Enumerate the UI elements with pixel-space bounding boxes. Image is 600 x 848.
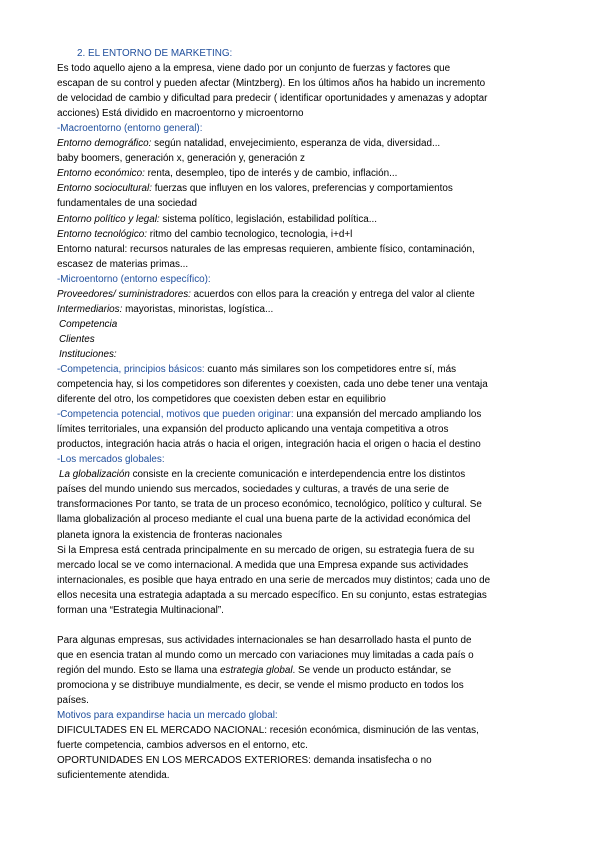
macro-item-demografico [57, 136, 557, 151]
paragraph-line: escapan de su control y pueden afectar (Mintzberg). En los últimos años ha habido un incremento [57, 78, 486, 90]
term: Entorno económico: [57, 168, 148, 180]
macro-item-tecnologico [57, 227, 557, 242]
subheading-inline: -Competencia, principios básicos: [57, 363, 208, 375]
text: . Se vende un producto estándar, se [292, 664, 452, 676]
paragraph-line: países. [57, 694, 89, 706]
micro-item-instituciones: Instituciones: [59, 348, 117, 360]
paragraph-line: productos, integración hacia atrás o hacia el origen, integración hacia el origen o hacia el destino [57, 439, 481, 451]
paragraph-line: Entorno natural: recursos naturales de las empresas requieren, ambiente físico, contaminación, [57, 243, 475, 255]
micro-item-competencia: Competencia [59, 318, 118, 330]
definition: cuanto más similares son los competidores entre sí, más [207, 363, 457, 375]
paragraph-line: planeta ignora la existencia de fronteras nacionales [57, 529, 283, 541]
definition: renta, desempleo, tipo de interés y de cambio, inflación... [147, 168, 398, 180]
paragraph-line: DIFICULTADES EN EL MERCADO NACIONAL: recesión económica, disminución de las ventas, [57, 725, 479, 737]
paragraph-line: que en esencia tratan al mundo como un mercado con variaciones muy limitadas a cada país o [57, 649, 474, 661]
term: La globalización [59, 469, 130, 481]
section-heading: 2. EL ENTORNO DE MARKETING: [77, 48, 233, 59]
micro-item-intermediarios [57, 302, 557, 317]
definition: acuerdos con ellos para la creación y entrega del valor al cliente [193, 288, 475, 300]
term: Entorno demográfico: [57, 138, 155, 150]
global-strategy-line [57, 663, 557, 678]
document-body [57, 46, 557, 783]
paragraph-line: mercado local se ve como internacional. A medida que una Empresa expande sus actividades [57, 559, 469, 571]
paragraph-line: Es todo aquello ajeno a la empresa, viene dado por un conjunto de fuerzas y factores que [57, 63, 451, 75]
paragraph-line: OPORTUNIDADES EN LOS MERCADOS EXTERIORES: demanda insatisfecha o no [57, 755, 432, 767]
paragraph-line: transformaciones Por tanto, se trata de un proceso económico, tecnológico, político y cultural. Se [57, 499, 482, 511]
definition: fuerzas que influyen en los valores, preferencias y comportamientos [154, 183, 453, 195]
subheading-macro: -Macroentorno (entorno general): [57, 123, 203, 135]
definition: ritmo del cambio tecnologico, tecnologia, i+d+l [149, 228, 353, 240]
paragraph-line: acciones) Está dividido en macroentorno y microentorno [57, 108, 304, 120]
macro-item-politico [57, 212, 557, 227]
paragraph-gap [57, 618, 557, 633]
definition: mayoristas, minoristas, logística... [125, 303, 274, 315]
paragraph-line: Para algunas empresas, sus actividades internacionales se han desarrollado hasta el punto de [57, 634, 472, 646]
paragraph-line: ellos necesita una estrategia adaptada a su mercado específico. En su conjunto, estas estrategias [57, 589, 487, 601]
term: Entorno tecnológico: [57, 228, 150, 240]
subheading-motivos: Motivos para expandirse hacia un mercado global: [57, 710, 278, 722]
term: Entorno sociocultural: [57, 183, 155, 195]
term: estrategia global [220, 664, 293, 676]
paragraph-line: de velocidad de cambio y dificultad para predecir ( identificar oportunidades y amenazas y adoptar [57, 93, 488, 105]
definition: sistema político, legislación, estabilidad política... [162, 213, 378, 225]
competencia-potencial [57, 407, 557, 422]
globalizacion-line [57, 467, 557, 482]
definition: según natalidad, envejecimiento, esperanza de vida, diversidad... [154, 138, 441, 150]
text: región del mundo. Esto se llama una [57, 664, 221, 676]
term: Proveedores/ suministradores: [57, 288, 194, 300]
micro-item-proveedores [57, 287, 557, 302]
paragraph-line: promociona y se distribuye mundialmente, es decir, se vende el mismo producto en todos los [57, 679, 464, 691]
paragraph-line: fuerte competencia, cambios adversos en el entorno, etc. [57, 740, 308, 752]
competencia-principios [57, 362, 557, 377]
paragraph-line: fundamentales de una sociedad [57, 198, 198, 210]
paragraph-line: forman una “Estrategia Multinacional”. [57, 604, 224, 616]
paragraph-line: suficientemente atendida. [57, 770, 170, 782]
macro-item-sociocultural [57, 181, 557, 196]
paragraph-line: baby boomers, generación x, generación y, generación z [57, 153, 305, 165]
paragraph-line: escasez de materias primas... [57, 258, 189, 270]
paragraph-line: internacionales, es posible que haya entrado en una serie de mercados muy distintos; cada uno de [57, 574, 491, 586]
paragraph-line: Si la Empresa está centrada principalmente en su mercado de origen, su estrategia fuera de su [57, 544, 475, 556]
paragraph-line: diferente del otro, los competidores que coexisten deben estar en equilibrio [57, 394, 386, 406]
paragraph-line: llama globalización al proceso mediante el cual una buena parte de la actividad económica del [57, 514, 471, 526]
definition: una expansión del mercado ampliando los [296, 409, 482, 421]
paragraph-line: límites territoriales, una expansión del producto aplicando una ventaja competitiva a otros [57, 424, 449, 436]
paragraph-line: competencia hay, si los competidores son diferentes y coexisten, cada uno debe tener una ventaja [57, 379, 488, 391]
paragraph-line: países del mundo uniendo sus mercados, sociedades y culturas, a través de una serie de [57, 484, 449, 496]
subheading-micro: -Microentorno (entorno específico): [57, 273, 211, 285]
micro-item-clientes: Clientes [59, 333, 95, 345]
macro-item-economico [57, 166, 557, 181]
subheading-inline: -Competencia potencial, motivos que pueden originar: [57, 409, 297, 421]
term: Intermediarios: [57, 303, 126, 315]
definition: consiste en la creciente comunicación e interdependencia entre los distintos [129, 469, 466, 481]
subheading-mercados-globales: -Los mercados globales: [57, 454, 165, 466]
term: Entorno político y legal: [57, 213, 163, 225]
